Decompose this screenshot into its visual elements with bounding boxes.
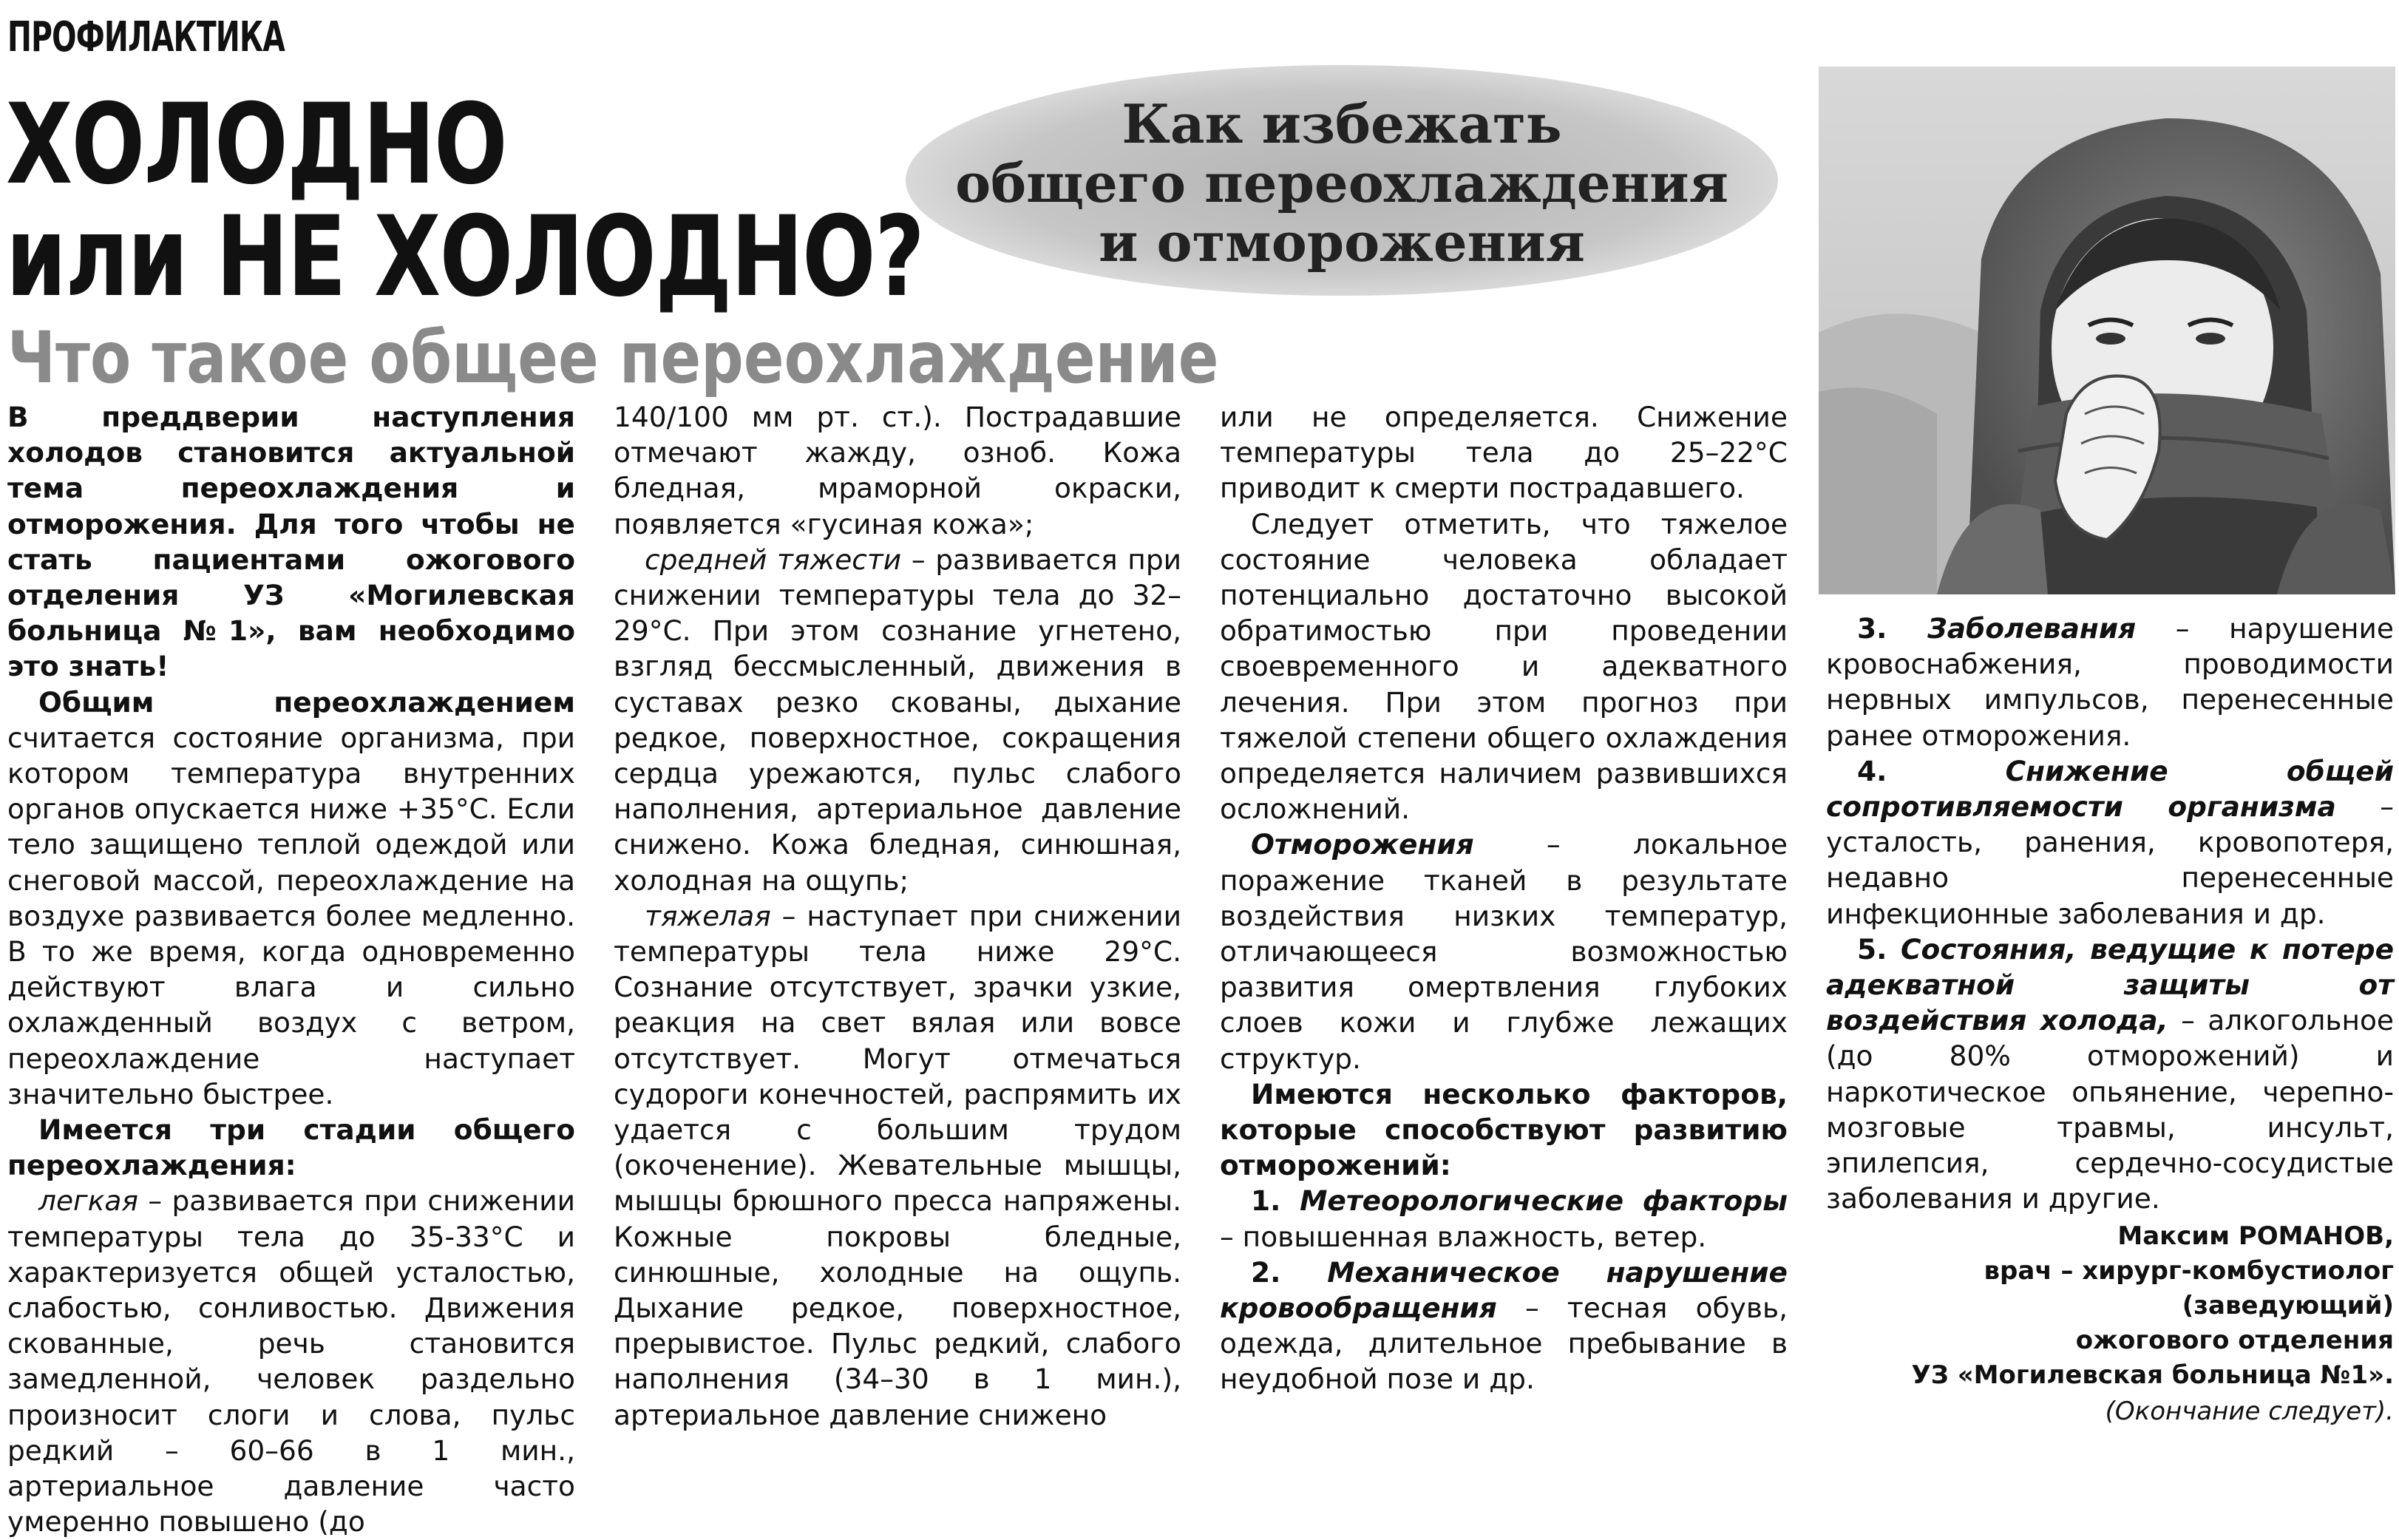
section-heading: Имеются несколько факторов, которые способствуют развитию отморожений: xyxy=(1220,1077,1788,1182)
author-department: ожогового отделения xyxy=(2075,1326,2394,1356)
paragraph: 140/100 мм рт. ст.). Пострадавшие отмечают жажду, озноб. Кожа бледная, мраморной окраски, появляется «гусиная кожа»; xyxy=(614,401,1181,540)
paragraph-text: – локальное поражение тканей в результате воздействия низких температур, отличающееся возможностью развития омертвления глубоких слоев кожи и глубже лежащих структур. xyxy=(1220,828,1788,1075)
term-italic: легкая xyxy=(38,1184,138,1218)
list-number: 5. xyxy=(1857,932,1901,966)
paragraph: или не определяется. Снижение температуры тела до 25–22°С приводит к смерти пострадавшего. xyxy=(1220,401,1788,505)
paragraph-text: – развивается при снижении температуры тела до 35-33°С и характеризуется общей усталостью, слабостью, сонливостью. Движения скованные, речь становится замедленной, человек раздельно произносит слоги и слова, пульс редкий – 60–66 в 1 мин., артериальное давление часто умеренно повышено (до xyxy=(7,1184,575,1539)
callout-line-1: Как избежать xyxy=(1122,92,1562,155)
paragraph: Следует отметить, что тяжелое состояние человека обладает потенциально достаточно высокой обратимостью при проведении своевременного и адекватного лечения. При этом прогноз при тяжелой степени общего охлаждения определяется наличием развившихся осложнений. xyxy=(1220,507,1788,826)
term-italic: тяжелая xyxy=(645,899,771,932)
term-bold-italic: Снижение общей сопротивляемости организма xyxy=(1826,754,2394,824)
paragraph-text: – наступает при снижении температуры тела ниже 29°С. Сознание отсутствует, зрачки узкие, реакция на свет вялая или вовсе отсутствует. Могут отмечаться судороги конечностей, распрямить их удается с большим трудом (окоченение). Жевательные мышцы, мышцы брюшного пресса напряжены. Кожные покровы бледные, синюшные, холодные на ощупь. Дыхание редкое, поверхностное, прерывистое. Пульс редкий, слабого наполнения (34–30 в 1 мин.), артериальное давление снижено xyxy=(614,899,1181,1431)
list-item xyxy=(1826,753,2394,932)
paragraph-text: – повышенная влажность, ветер. xyxy=(1220,1220,1707,1253)
list-number: 2. xyxy=(1251,1255,1328,1289)
article-column-3 xyxy=(1220,399,1788,1397)
list-item xyxy=(1826,932,2394,1217)
list-item xyxy=(1220,1183,1788,1254)
paragraph xyxy=(7,685,575,1112)
author-signature xyxy=(1826,1219,2394,1393)
term-bold-italic: Состояния, ведущие к потере адекватной защиты от воздействия холода, xyxy=(1826,932,2394,1037)
term-bold: Общим переохлаждением xyxy=(38,685,575,719)
continuation-note: (Окончание следует). xyxy=(2105,1397,2394,1427)
article-column-2 xyxy=(614,399,1181,1433)
paragraph-text: – алкогольное (до 80% отморожений) и наркотическое опьянение, черепно-мозговые травмы, инсульт, эпилепсия, сердечно-сосудистые заболевания и другие. xyxy=(1826,1004,2394,1215)
lead-paragraph: В преддверии наступления холодов становится актуальной тема переохлаждения и отморожения. Для того чтобы не стать пациентами ожогового отделения УЗ «Могилевская больница №1», вам необходимо это знать! xyxy=(7,401,575,683)
rubric-label: ПРОФИЛАКТИКА xyxy=(7,13,285,61)
list-number: 3. xyxy=(1857,612,1928,645)
subheadline: Что такое общее переохлаждение xyxy=(7,316,1219,399)
term-bold-italic: Механическое нарушение кровообращения xyxy=(1220,1255,1788,1325)
paragraph-text: – развивается при снижении температуры тела до 32–29°С. При этом сознание угнетено, взгляд бессмысленный, движения в суставах резко скованы, дыхание редкое, поверхностное, сокращения сердца урежаются, пульс слабого наполнения, артериальное давление снижено. Кожа бледная, синюшная, холодная на ощупь; xyxy=(614,543,1181,897)
paragraph xyxy=(614,542,1181,898)
author-organization: УЗ «Могилевская больница №1». xyxy=(1911,1360,2394,1391)
headline-line-2: или НЕ ХОЛОДНО? xyxy=(6,193,924,322)
article-column-4 xyxy=(1826,611,2394,1430)
article-column-1 xyxy=(7,399,575,1540)
term-bold-italic: Отморожения xyxy=(1251,828,1474,861)
paragraph-text: – нарушение кровоснабжения, проводимости нервных импульсов, перенесенные ранее отморожения. xyxy=(1826,612,2394,752)
callout-line-2: общего переохлаждения xyxy=(955,152,1728,214)
paragraph xyxy=(7,1183,575,1539)
paragraph-text: – усталость, ранения, кровопотеря, недавно перенесенные инфекционные заболевания и др. xyxy=(1826,790,2395,930)
list-number: 4. xyxy=(1857,754,2006,787)
author-role: врач – хирург-комбустиолог (заведующий) xyxy=(1984,1256,2394,1321)
paragraph-text: – тесная обувь, одежда, длительное пребывание в неудобной позе и др. xyxy=(1220,1292,1788,1396)
headline xyxy=(6,81,924,322)
illustration-drawing xyxy=(1819,67,2395,594)
list-item xyxy=(1826,611,2394,753)
term-bold-italic: Метеорологические факторы xyxy=(1300,1184,1788,1218)
paragraph xyxy=(614,898,1181,1433)
headline-line-1: ХОЛОДНО xyxy=(6,81,506,209)
illustration-cold-person xyxy=(1819,67,2395,594)
list-item xyxy=(1220,1255,1788,1397)
term-bold-italic: Заболевания xyxy=(1927,612,2137,645)
callout-text xyxy=(906,92,1778,274)
section-heading: Имеется три стадии общего переохлаждения: xyxy=(7,1113,575,1182)
callout-line-3: и отморожения xyxy=(1099,211,1585,274)
author-name: Максим РОМАНОВ, xyxy=(2117,1221,2394,1252)
paragraph-text: считается состояние организма, при котором температура внутренних органов опускается ниже +35°С. Если тело защищено теплой одеждой или снеговой массой, переохлаждение на воздухе развивается более медленно. В то же время, когда одновременно действуют влага и сильно охлажденный воздух с ветром, переохлаждение наступает значительно быстрее. xyxy=(7,721,575,1110)
term-italic: средней тяжести xyxy=(645,543,902,576)
list-number: 1. xyxy=(1251,1184,1300,1218)
paragraph xyxy=(1220,827,1788,1076)
